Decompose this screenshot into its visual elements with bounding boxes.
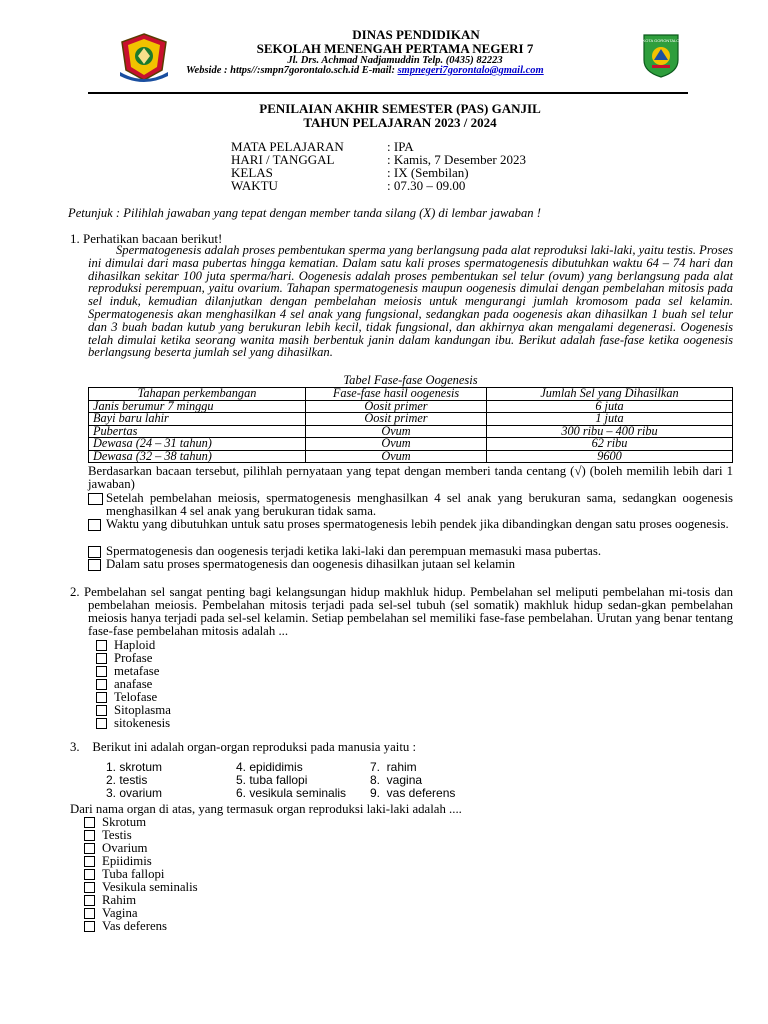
option-text: sitokenesis: [114, 716, 171, 730]
table-cell: Dewasa (24 – 31 tahun): [89, 438, 306, 451]
field-label: WAKTU: [231, 178, 278, 193]
checkbox[interactable]: [96, 666, 107, 677]
agency-name: DINAS PENDIDIKAN: [352, 27, 480, 42]
oogenesis-table: [88, 387, 733, 463]
option-text: Vesikula seminalis: [102, 880, 198, 894]
option-text: Skrotum: [102, 815, 147, 829]
table-cell: Ovum: [306, 450, 487, 463]
organ-item: 8. vagina: [370, 773, 423, 787]
checkbox[interactable]: [96, 705, 107, 716]
checkbox[interactable]: [84, 921, 95, 932]
checkbox[interactable]: [96, 653, 107, 664]
table-cell: Pubertas: [89, 425, 306, 438]
field-label: KELAS: [231, 165, 273, 180]
option-text: Profase: [114, 651, 153, 665]
table-cell: Ovum: [306, 438, 487, 451]
option-text: Testis: [102, 828, 132, 842]
option-text: Sitoplasma: [114, 703, 171, 717]
field-label: HARI / TANGGAL: [231, 152, 335, 167]
option-text: Spermatogenesis dan oogenesis terjadi ketika laki-laki dan perempuan memasuki masa pubertas.: [106, 544, 602, 558]
field-label: MATA PELAJARAN: [231, 139, 344, 154]
option-text: anafase: [114, 677, 153, 691]
checkbox[interactable]: [84, 869, 95, 880]
checkbox[interactable]: [88, 519, 101, 531]
q2-text: 2. Pembelahan sel sangat penting bagi kelangsungan hidup makhluk hidup. Pembelahan sel meliputi pembelahan mi-tosis dan pembelahan meiosis. Pembelahan mitosis terjadi pada sel-sel tubuh (sel somatik) makhluk hidup sedan-gkan pembelahan meiosis hanya terjadi pada sel-sel kelamin. Setiap pembelahan sel memiliki fase-fase pembelahan. Urutan yang benar tentang fase-fase pembelahan mitosis adalah ...: [70, 585, 733, 638]
field-value: : Kamis, 7 Desember 2023: [387, 152, 527, 167]
checkbox[interactable]: [88, 559, 101, 571]
field-value: : 07.30 – 09.00: [387, 178, 466, 193]
school-address: Jl. Drs. Achmad Nadjamuddin Telp. (0435) 82223: [287, 55, 503, 66]
website-text: Webside : https//:smpn7gorontalo.sch.id E-mail:: [186, 65, 398, 76]
checkbox[interactable]: [84, 830, 95, 841]
organ-item: 9. vas deferens: [370, 786, 456, 800]
table-cell: Dewasa (32 – 38 tahun): [89, 450, 306, 463]
instruction: Petunjuk : Pilihlah jawaban yang tepat dengan member tanda silang (X) di lembar jawaban !: [68, 206, 541, 220]
email-link[interactable]: smpnegeri7gorontalo@gmail.com: [397, 65, 544, 76]
q1-option[interactable]: [88, 518, 733, 531]
organ-item: 2. testis: [106, 773, 148, 787]
table-cell: Bayi baru lahir: [89, 413, 306, 426]
school-name: SEKOLAH MENENGAH PERTAMA NEGERI 7: [256, 41, 534, 56]
option-text: Waktu yang dibutuhkan untuk satu proses spermatogenesis lebih pendek jika dibandingkan dengan satu proses oogenesis.: [106, 517, 729, 531]
q1-option[interactable]: [88, 492, 733, 518]
checkbox[interactable]: [96, 640, 107, 651]
table-cell: 1 juta: [487, 413, 733, 426]
table-cell: Janis berumur 7 minggu: [89, 400, 306, 413]
organ-item: 6. vesikula seminalis: [236, 786, 347, 800]
option-text: Epiidimis: [102, 854, 152, 868]
checkbox[interactable]: [88, 493, 103, 505]
q1-intro: 1. Perhatikan bacaan berikut!: [70, 231, 223, 246]
organ-item: 7. rahim: [370, 760, 417, 774]
exam-info: [231, 139, 527, 193]
organ-item: 5. tuba fallopi: [236, 773, 308, 787]
right-logo-text: KOTA GORONTALO: [642, 38, 680, 43]
q1-prompt: Berdasarkan bacaan tersebut, pilihlah pernyataan yang tepat dengan memberi tanda centang (√) (boleh memilih lebih dari 1 jawaban): [88, 464, 733, 491]
table-cell: 62 ribu: [487, 438, 733, 451]
table-caption: Tabel Fase-fase Oogenesis: [343, 373, 478, 387]
field-value: : IPA: [387, 139, 414, 154]
exam-title: PENILAIAN AKHIR SEMESTER (PAS) GANJIL: [259, 101, 541, 116]
option-text: Setelah pembelahan meiosis, spermatogenesis menghasilkan 4 sel anak yang berukuran sama, sedangkan oogenesis menghasilkan 4 sel anak yang berukuran tidak sama.: [106, 491, 733, 518]
checkbox[interactable]: [84, 908, 95, 919]
table-cell: 6 juta: [487, 400, 733, 413]
checkbox[interactable]: [84, 817, 95, 828]
organ-item: 3. ovarium: [106, 786, 163, 800]
header-divider: [88, 92, 688, 94]
checkbox[interactable]: [96, 718, 107, 729]
table-cell: Ovum: [306, 425, 487, 438]
option-text: metafase: [114, 664, 160, 678]
option-text: Tuba fallopi: [102, 867, 165, 881]
option-text: Rahim: [102, 893, 137, 907]
table-cell: Oosit primer: [306, 413, 487, 426]
table-header: Fase-fase hasil oogenesis: [306, 388, 487, 401]
organ-item: 1. skrotum: [106, 760, 163, 774]
field-value: : IX (Sembilan): [387, 165, 469, 180]
option-text: Vagina: [102, 906, 138, 920]
organ-item: 4. epididimis: [236, 760, 303, 774]
option-text: Haploid: [114, 638, 156, 652]
option-text: Telofase: [114, 690, 158, 704]
q3-prompt: Dari nama organ di atas, yang termasuk organ reproduksi laki-laki adalah ....: [70, 802, 462, 816]
checkbox[interactable]: [96, 679, 107, 690]
table-cell: 300 ribu – 400 ribu: [487, 425, 733, 438]
option-text: Vas deferens: [102, 919, 168, 933]
checkbox[interactable]: [84, 856, 95, 867]
q1-passage: Spermatogenesis adalah proses pembentukan sperma yang berlangsung pada alat reproduksi laki-laki, yaitu testis. Proses ini dimulai dari masa pubertas hingga kematian. Dalam satu kali proses spermatogenesis dibutuhkan waktu 64 – 74 hari dan dihasilkan sekitar 100 juta sperma/hari. Oogenesis adalah proses pembentukan sel telur (ovum) yang berlangsung pada alat reproduksi perempuan, yaitu ovarium. Tahapan spermatogenesis maupun oogenesis dimulai dengan pembelahan mitosis pada sel induk, kemudian dilanjutkan dengan pembelahan meiosis untuk mengurangi jumlah kromosom pada sel kelamin. Spermatogenesis akan menghasilkan 4 sel anak yang fungsional, sedangkan pada oogenesis akan dihasilkan 1 buah sel telur dan 3 buah badan kutub yang berukuran lebih kecil, tidak fungsional, dan akhirnya akan mengalami degenerasi. Oogenesis telah dimulai ketika seorang wanita masih berbentuk janin dalam kandungan ibu. Berikut adalah fase-fase ketika oogenesis berlangsung beserta jumlah sel yang dihasilkan.: [88, 243, 733, 360]
q1-option[interactable]: [88, 558, 733, 571]
checkbox[interactable]: [84, 843, 95, 854]
table-header: Jumlah Sel yang Dihasilkan: [487, 388, 733, 401]
checkbox[interactable]: [84, 882, 95, 893]
table-cell: Oosit primer: [306, 400, 487, 413]
checkbox[interactable]: [84, 895, 95, 906]
checkbox[interactable]: [96, 692, 107, 703]
option-text: Dalam satu proses spermatogenesis dan oogenesis dihasilkan jutaan sel kelamin: [106, 557, 516, 571]
table-header: Tahapan perkembangan: [89, 388, 306, 401]
exam-year: TAHUN PELAJARAN 2023 / 2024: [303, 115, 497, 130]
q3-intro: 3. Berikut ini adalah organ-organ reproduksi pada manusia yaitu :: [70, 740, 417, 754]
option-text: Ovarium: [102, 841, 148, 855]
table-row: [89, 450, 733, 463]
table-cell: 9600: [487, 450, 733, 463]
school-contact: [186, 65, 544, 77]
checkbox[interactable]: [88, 546, 101, 558]
